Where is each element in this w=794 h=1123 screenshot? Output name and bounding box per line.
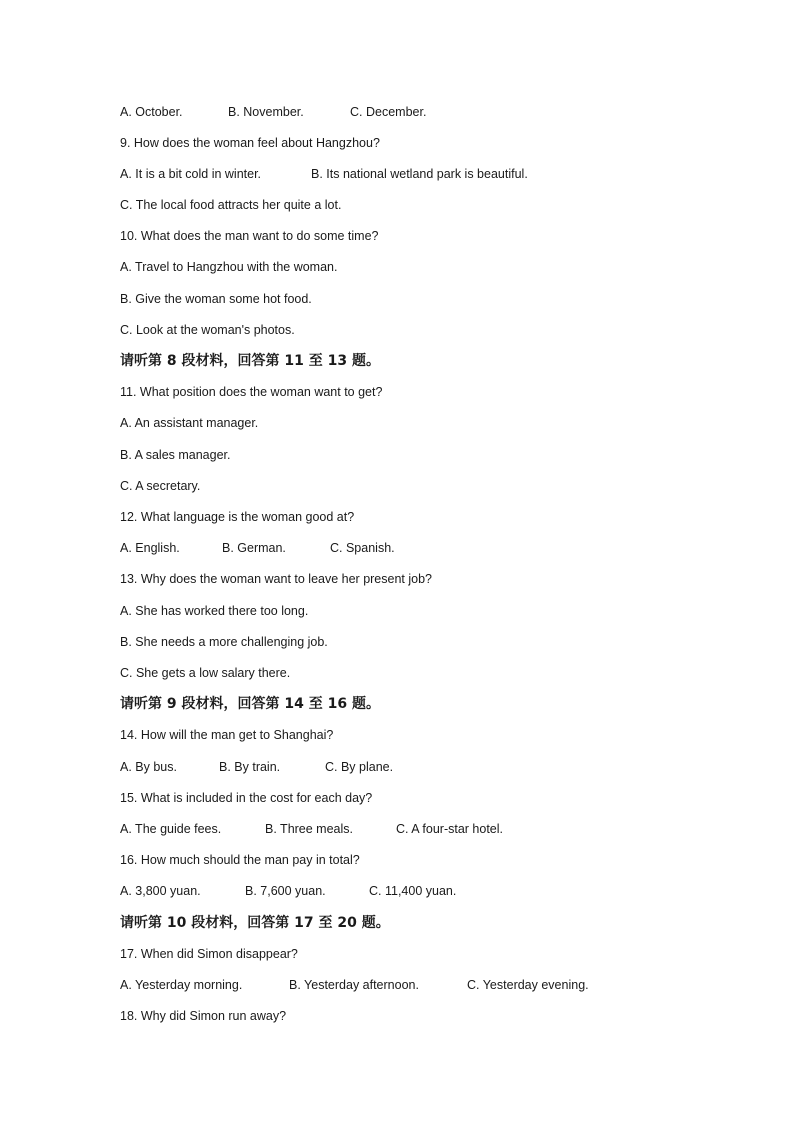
q9-option-c: C. The local food attracts her quite a lot. — [120, 198, 342, 212]
q14-option-c: C. By plane. — [325, 760, 394, 774]
q16-option-b: B. 7,600 yuan. — [245, 884, 326, 898]
q15-option-b: B. Three meals. — [265, 822, 354, 836]
q14-option-a: A. By bus. — [120, 760, 177, 774]
q14-question: 14. How will the man get to Shanghai? — [120, 728, 334, 742]
q17-option-b: B. Yesterday afternoon. — [289, 978, 419, 992]
q17-question: 17. When did Simon disappear? — [120, 947, 298, 961]
q16-options-row — [120, 883, 540, 899]
q10-option-a: A. Travel to Hangzhou with the woman. — [120, 260, 338, 274]
q16-option-a: A. 3,800 yuan. — [120, 884, 201, 898]
q12-option-a: A. English. — [120, 541, 180, 555]
q15-options-row — [120, 821, 580, 837]
q11-option-a: A. An assistant manager. — [120, 416, 259, 430]
q17-options-row — [120, 977, 680, 993]
q13-question: 13. Why does the woman want to leave her present job? — [120, 572, 432, 586]
q9-option-a: A. It is a bit cold in winter. — [120, 167, 262, 181]
q17-option-a: A. Yesterday morning. — [120, 978, 243, 992]
q11-option-c: C. A secretary. — [120, 479, 201, 493]
q13-option-c: C. She gets a low salary there. — [120, 666, 291, 680]
q13-option-a: A. She has worked there too long. — [120, 604, 309, 618]
q8-options-row — [120, 104, 540, 120]
q9-options-row-1 — [120, 166, 620, 182]
q12-question: 12. What language is the woman good at? — [120, 510, 355, 524]
q15-question: 15. What is included in the cost for each day? — [120, 791, 373, 805]
q9-option-b: B. Its national wetland park is beautiful. — [311, 167, 528, 181]
q8-option-a: A. October. — [120, 105, 183, 119]
section-heading-9: 请听第 9 段材料，回答第 14 至 16 题。 — [120, 696, 380, 712]
q10-option-c: C. Look at the woman's photos. — [120, 323, 295, 337]
q8-option-c: C. December. — [350, 105, 427, 119]
q18-question: 18. Why did Simon run away? — [120, 1009, 287, 1023]
q12-option-b: B. German. — [222, 541, 286, 555]
q15-option-a: A. The guide fees. — [120, 822, 222, 836]
q14-option-b: B. By train. — [219, 760, 281, 774]
q12-option-c: C. Spanish. — [330, 541, 395, 555]
q14-options-row — [120, 759, 520, 775]
q11-question: 11. What position does the woman want to get? — [120, 385, 383, 399]
q17-option-c: C. Yesterday evening. — [467, 978, 589, 992]
section-heading-8: 请听第 8 段材料，回答第 11 至 13 题。 — [120, 353, 380, 369]
q16-question: 16. How much should the man pay in total? — [120, 853, 360, 867]
q10-option-b: B. Give the woman some hot food. — [120, 292, 312, 306]
q10-question: 10. What does the man want to do some time? — [120, 229, 379, 243]
q13-option-b: B. She needs a more challenging job. — [120, 635, 328, 649]
q9-question: 9. How does the woman feel about Hangzhou? — [120, 136, 380, 150]
q15-option-c: C. A four-star hotel. — [396, 822, 503, 836]
q11-option-b: B. A sales manager. — [120, 448, 231, 462]
section-heading-10: 请听第 10 段材料，回答第 17 至 20 题。 — [120, 915, 390, 931]
q12-options-row — [120, 540, 520, 556]
q16-option-c: C. 11,400 yuan. — [369, 884, 457, 898]
q8-option-b: B. November. — [228, 105, 304, 119]
